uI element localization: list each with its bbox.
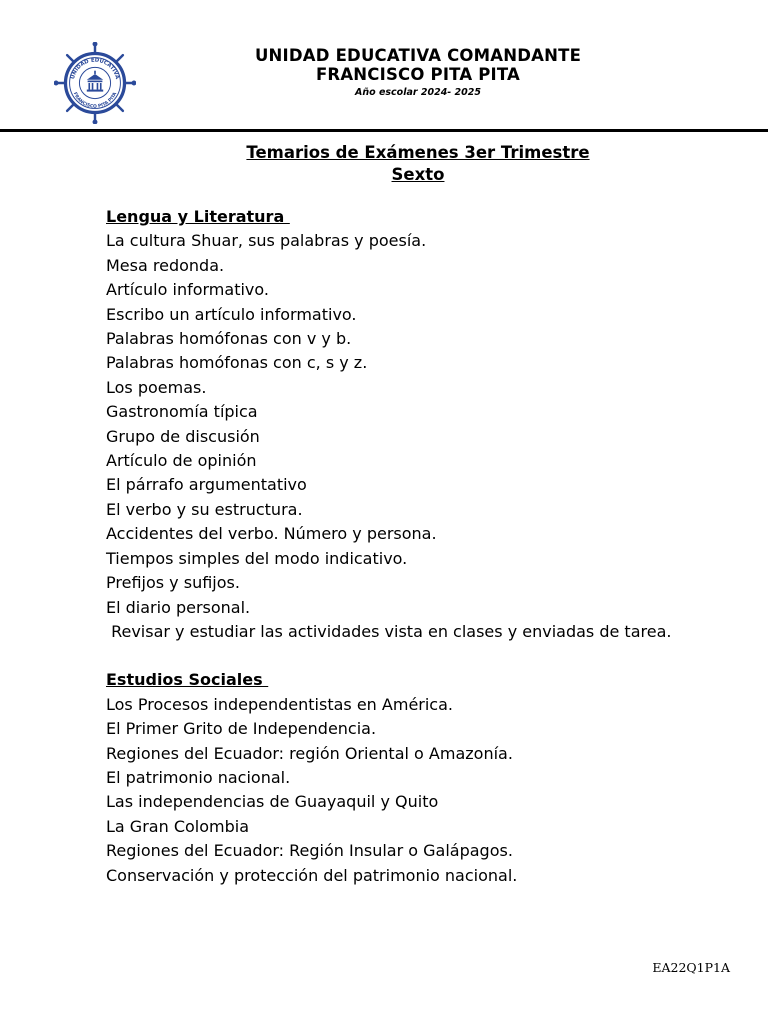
list-item: Palabras homófonas con c, s y z. [106,353,368,373]
list-item: Gastronomía típica [106,402,258,422]
list-item: Prefijos y sufijos. [106,573,240,593]
list-item: La cultura Shuar, sus palabras y poesía. [106,231,427,251]
list-item: Accidentes del verbo. Número y persona. [106,524,437,544]
list-item: Mesa redonda. [106,255,225,275]
list-item: El verbo y su estructura. [106,499,303,519]
school-name-line1: UNIDAD EDUCATIVA COMANDANTE [254,46,582,65]
document-heading [0,142,768,186]
section-title-lengua: Lengua y Literatura [106,207,290,226]
list-item: El Primer Grito de Independencia. [106,719,377,739]
list-item: Los Procesos independentistas en América. [106,694,453,714]
header-divider [0,129,768,132]
list-item: Los poemas. [106,377,207,397]
school-name-line2: FRANCISCO PITA PITA [315,65,521,84]
list-item: La Gran Colombia [106,816,249,836]
list-item: Tiempos simples del modo indicativo. [106,548,408,568]
list-item: Regiones del Ecuador: Región Insular o Galápagos. [106,841,513,861]
school-year: Año escolar 2024- 2025 [355,87,481,98]
list-item: Escribo un artículo informativo. [106,304,357,324]
seal-text-bottom: FRANCISCO PITA PITA [71,91,119,110]
school-header [168,46,668,99]
list-item: Grupo de discusión [106,426,260,446]
list-item: Las independencias de Guayaquil y Quito [106,792,439,812]
list-item: Palabras homófonas con v y b. [106,329,352,349]
section-spacer [106,644,746,668]
list-item: El párrafo argumentativo [106,475,307,495]
document-title: Temarios de Exámenes 3er Trimestre [246,143,590,162]
list-item: Artículo informativo. [106,280,269,300]
list-item: Artículo de opinión [106,451,257,471]
document-subtitle: Sexto [391,165,445,184]
section-title-sociales: Estudios Sociales [106,670,269,690]
exam-topics [106,205,746,888]
seal-text-top: UNIDAD EDUCATIVA [70,57,120,80]
list-item: Regiones del Ecuador: región Oriental o Amazonía. [106,743,513,763]
list-item: Revisar y estudiar las actividades vista en clases y enviadas de tarea. [106,621,672,641]
school-seal-icon [54,42,136,124]
document-code: EA22Q1P1A [652,960,730,975]
list-item: El diario personal. [106,597,251,617]
list-item: El patrimonio nacional. [106,767,291,787]
list-item: Conservación y protección del patrimonio nacional. [106,865,518,885]
